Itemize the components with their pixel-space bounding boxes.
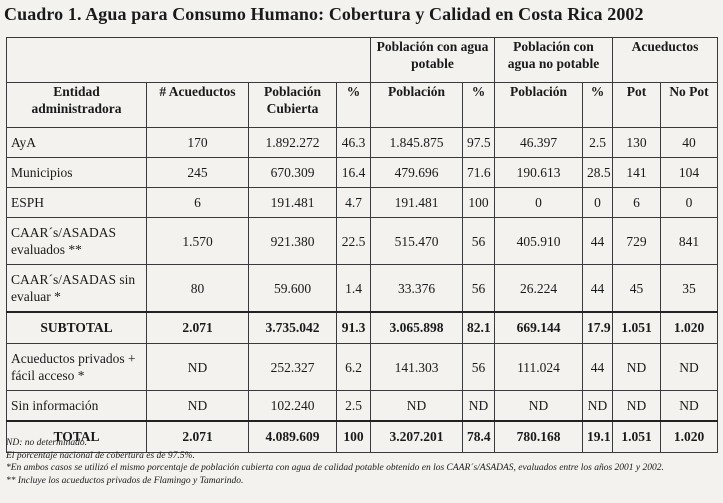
cell-pob-cubierta: 252.327: [249, 344, 337, 391]
cell-pct: 91.3: [337, 312, 371, 344]
col-entidad: Entidad administradora: [7, 83, 147, 128]
table-row: [7, 391, 718, 422]
cell-pct-no-potable: 19.1: [583, 421, 613, 453]
cell-entidad: ESPH: [7, 188, 147, 218]
cell-acueductos: 2.071: [147, 421, 249, 453]
cell-pob-no-potable: 111.024: [495, 344, 583, 391]
table-row: [7, 218, 718, 265]
cell-pob-cubierta: 670.309: [249, 158, 337, 188]
cell-pob-cubierta: 4.089.609: [249, 421, 337, 453]
cell-pot: 130: [613, 128, 661, 158]
cell-entidad: TOTAL: [7, 421, 147, 453]
cell-acueductos: 170: [147, 128, 249, 158]
col-pct-potable: %: [463, 83, 495, 128]
cell-acueductos: 245: [147, 158, 249, 188]
cell-pob-cubierta: 1.892.272: [249, 128, 337, 158]
group-header-empty: [7, 38, 371, 83]
cell-pob-no-potable: 190.613: [495, 158, 583, 188]
footnote: ** Incluye los acueductos privados de Flamingo y Tamarindo.: [6, 475, 244, 486]
cell-pob-no-potable: 26.224: [495, 265, 583, 313]
table-row: [7, 265, 718, 313]
cell-pot: 729: [613, 218, 661, 265]
cell-pct-no-potable: 44: [583, 218, 613, 265]
cell-acueductos: 6: [147, 188, 249, 218]
cell-pct-potable: 82.1: [463, 312, 495, 344]
cell-pct: 46.3: [337, 128, 371, 158]
water-coverage-table: [6, 37, 718, 453]
cell-pct-no-potable: 0: [583, 188, 613, 218]
cell-acueductos: ND: [147, 344, 249, 391]
col-no-pot: No Pot: [661, 83, 718, 128]
cell-pct-no-potable: 44: [583, 265, 613, 313]
cell-pot: ND: [613, 391, 661, 422]
cell-acueductos: 1.570: [147, 218, 249, 265]
cell-pct: 2.5: [337, 391, 371, 422]
cell-pob-potable: 1.845.875: [371, 128, 463, 158]
group-header-no-potable: Población con agua no potable: [495, 38, 613, 83]
cell-no-pot: 1.020: [661, 312, 718, 344]
cell-pct-potable: 56: [463, 344, 495, 391]
table-row: [7, 158, 718, 188]
group-header-acueductos: Acueductos: [613, 38, 718, 83]
col-num-acueductos: # Acueductos: [147, 83, 249, 128]
cell-pot: ND: [613, 344, 661, 391]
cell-entidad: CAAR´s/ASADAS evaluados **: [7, 218, 147, 265]
cell-pob-potable: 3.065.898: [371, 312, 463, 344]
cell-pob-cubierta: 3.735.042: [249, 312, 337, 344]
cell-no-pot: 35: [661, 265, 718, 313]
cell-entidad: Acueductos privados + fácil acceso *: [7, 344, 147, 391]
cell-no-pot: 0: [661, 188, 718, 218]
col-pct: %: [337, 83, 371, 128]
table-row: [7, 344, 718, 391]
cell-acueductos: 80: [147, 265, 249, 313]
cell-pct-no-potable: 44: [583, 344, 613, 391]
cell-entidad: Sin información: [7, 391, 147, 422]
cell-no-pot: 40: [661, 128, 718, 158]
cell-acueductos: ND: [147, 391, 249, 422]
cell-no-pot: 841: [661, 218, 718, 265]
cell-pct: 4.7: [337, 188, 371, 218]
column-header-row: [7, 83, 718, 128]
cell-pct-potable: 56: [463, 218, 495, 265]
cell-pct: 6.2: [337, 344, 371, 391]
cell-no-pot: 1.020: [661, 421, 718, 453]
cell-entidad: SUBTOTAL: [7, 312, 147, 344]
col-pct-no-potable: %: [583, 83, 613, 128]
cell-pct-potable: 56: [463, 265, 495, 313]
cell-entidad: Municipios: [7, 158, 147, 188]
col-poblacion-potable: Población: [371, 83, 463, 128]
cell-pob-no-potable: 780.168: [495, 421, 583, 453]
cell-pct: 16.4: [337, 158, 371, 188]
cell-pob-potable: 515.470: [371, 218, 463, 265]
cell-pob-potable: ND: [371, 391, 463, 422]
cell-pct-potable: 100: [463, 188, 495, 218]
cell-pob-no-potable: ND: [495, 391, 583, 422]
cell-pct-no-potable: 17.9: [583, 312, 613, 344]
cell-pob-no-potable: 46.397: [495, 128, 583, 158]
cell-pob-no-potable: 669.144: [495, 312, 583, 344]
cell-pob-no-potable: 0: [495, 188, 583, 218]
cell-pob-potable: 479.696: [371, 158, 463, 188]
cell-pot: 1.051: [613, 312, 661, 344]
table-title: Cuadro 1. Agua para Consumo Humano: Cobertura y Calidad en Costa Rica 2002: [4, 4, 644, 24]
cell-pct-potable: 71.6: [463, 158, 495, 188]
cell-entidad: CAAR´s/ASADAS sin evaluar *: [7, 265, 147, 313]
footnote: ND: no determinado.: [6, 438, 88, 448]
cell-pob-potable: 3.207.201: [371, 421, 463, 453]
col-pot: Pot: [613, 83, 661, 128]
footnotes: [6, 437, 717, 487]
cell-pob-potable: 141.303: [371, 344, 463, 391]
col-poblacion-cubierta: Población Cubierta: [249, 83, 337, 128]
table-row: [7, 128, 718, 158]
cell-no-pot: ND: [661, 391, 718, 422]
cell-pot: 141: [613, 158, 661, 188]
col-poblacion-no-potable: Población: [495, 83, 583, 128]
cell-entidad: AyA: [7, 128, 147, 158]
group-header-row: [7, 38, 718, 83]
cell-pct-no-potable: 2.5: [583, 128, 613, 158]
cell-pct: 1.4: [337, 265, 371, 313]
subtotal-row: [7, 312, 718, 344]
cell-pct-potable: 78.4: [463, 421, 495, 453]
group-header-potable: Población con agua potable: [371, 38, 495, 83]
cell-pct-no-potable: ND: [583, 391, 613, 422]
cell-pob-cubierta: 921.380: [249, 218, 337, 265]
footnote: El porcentaje nacional de cobertura es de 97.5%.: [6, 450, 195, 461]
cell-pob-cubierta: 59.600: [249, 265, 337, 313]
cell-pot: 6: [613, 188, 661, 218]
cell-pct: 22.5: [337, 218, 371, 265]
cell-pct: 100: [337, 421, 371, 453]
cell-pct-potable: 97.5: [463, 128, 495, 158]
cell-no-pot: 104: [661, 158, 718, 188]
cell-pob-no-potable: 405.910: [495, 218, 583, 265]
cell-pct-potable: ND: [463, 391, 495, 422]
cell-pob-potable: 191.481: [371, 188, 463, 218]
cell-no-pot: ND: [661, 344, 718, 391]
footnote: *En ambos casos se utilizó el mismo porcentaje de población cubierta con agua de calidad potable obtenido en los CAAR´s/ASADAS, evaluados entre los años 2001 y 2002.: [6, 463, 664, 473]
cell-pot: 1.051: [613, 421, 661, 453]
cell-pot: 45: [613, 265, 661, 313]
cell-pob-cubierta: 191.481: [249, 188, 337, 218]
cell-pob-potable: 33.376: [371, 265, 463, 313]
cell-pob-cubierta: 102.240: [249, 391, 337, 422]
cell-acueductos: 2.071: [147, 312, 249, 344]
table-row: [7, 188, 718, 218]
cell-pct-no-potable: 28.5: [583, 158, 613, 188]
